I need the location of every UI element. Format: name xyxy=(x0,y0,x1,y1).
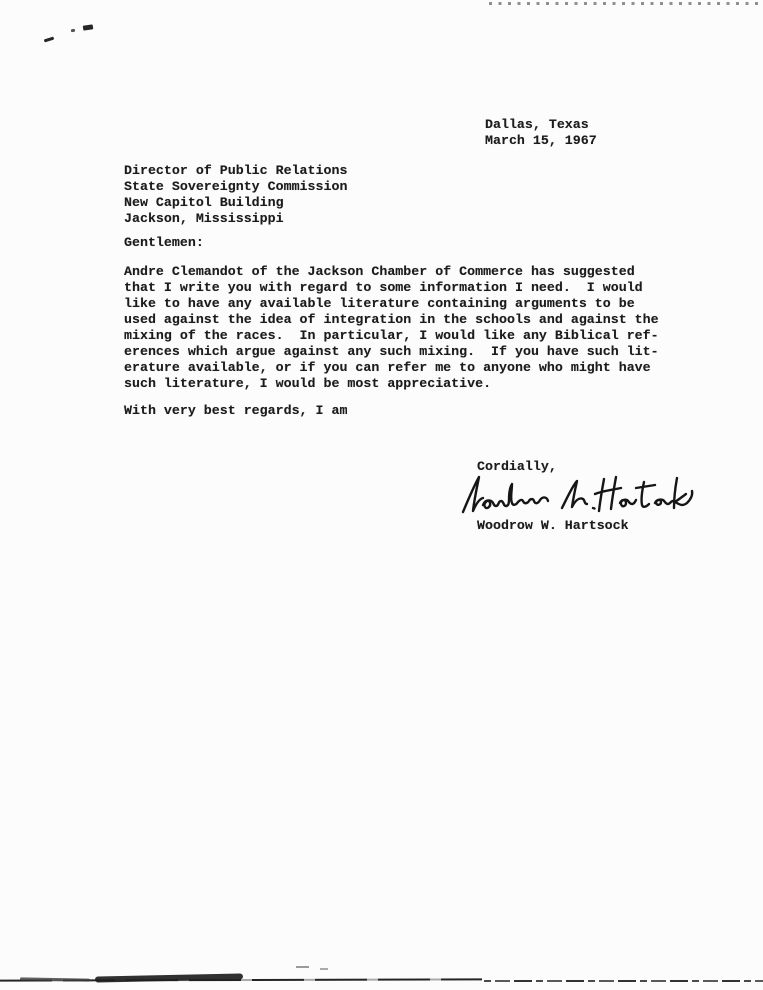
recipient-line: Jackson, Mississippi xyxy=(124,211,284,226)
body-line: that I write you with regard to some information I need. I would xyxy=(124,280,643,295)
valediction: With very best regards, I am xyxy=(124,403,348,418)
pen-mark-artifact xyxy=(83,24,94,30)
dateline-location: Dallas, Texas xyxy=(485,117,589,132)
letter-body xyxy=(124,264,659,392)
body-line: such literature, I would be most appreciative. xyxy=(124,376,492,391)
pen-mark-artifact xyxy=(44,37,54,43)
page-edge-dash xyxy=(296,966,309,968)
pen-mark-artifact xyxy=(71,29,75,33)
salutation: Gentlemen: xyxy=(124,235,204,250)
closing: Cordially, xyxy=(477,459,557,474)
recipient-line: Director of Public Relations xyxy=(124,163,348,178)
body-line: erences which argue against any such mixing. If you have such lit- xyxy=(124,344,659,359)
body-line: used against the idea of integration in the schools and against the xyxy=(124,312,659,327)
body-line: erature available, or if you can refer me to anyone who might have xyxy=(124,360,651,375)
body-line: Andre Clemandot of the Jackson Chamber of Commerce has suggested xyxy=(124,264,635,279)
recipient-line: State Sovereignty Commission xyxy=(124,179,348,194)
dateline xyxy=(485,117,597,149)
body-line: mixing of the races. In particular, I would like any Biblical ref- xyxy=(124,328,659,343)
recipient-address xyxy=(124,163,347,227)
recipient-line: New Capitol Building xyxy=(124,195,284,210)
dateline-date: March 15, 1967 xyxy=(485,133,597,148)
body-line: like to have any available literature containing arguments to be xyxy=(124,296,635,311)
scan-dotted-line-artifact xyxy=(489,2,761,5)
typed-signer-name: Woodrow W. Hartsock xyxy=(477,518,629,533)
page-edge-line xyxy=(484,980,763,982)
page-edge-dash xyxy=(320,968,328,970)
handwritten-signature xyxy=(458,474,698,518)
page-edge-artifact xyxy=(0,963,763,987)
